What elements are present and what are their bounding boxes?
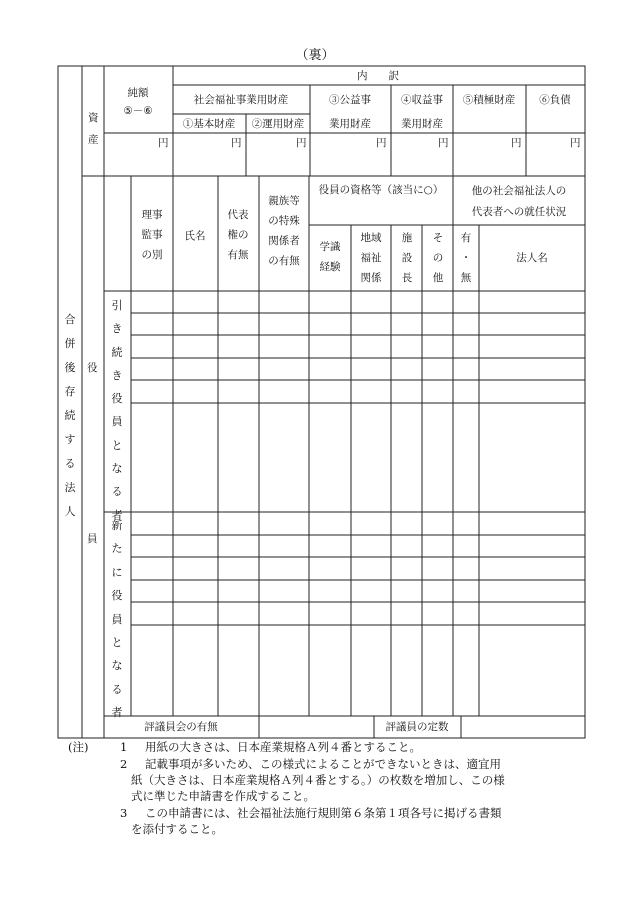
basic-property-label: ①基本財産 bbox=[182, 118, 236, 130]
relation-header-1: 親族等 bbox=[268, 195, 300, 207]
new-officers-label: 新たに役員となる者 bbox=[111, 519, 123, 720]
role-header-1: 理事 bbox=[141, 209, 163, 221]
welfare-property-label: 社会福祉事業用財産 bbox=[193, 94, 289, 106]
yes-no-header-3: 無 bbox=[460, 272, 472, 284]
profit-property-label-2: 業用財産 bbox=[401, 118, 443, 130]
note-text: 記載事項が多いため、この様式によることができないときは、適宜用 bbox=[145, 757, 502, 771]
rep-header-3: 有無 bbox=[227, 249, 249, 261]
net-formula: ⑤－⑥ bbox=[123, 105, 153, 117]
officers-label-2: 員 bbox=[87, 533, 98, 545]
name-header: 氏名 bbox=[184, 230, 206, 242]
rep-header-1: 代表 bbox=[227, 209, 249, 221]
note-number: 1 bbox=[120, 740, 128, 754]
note-text: 用紙の大きさは、日本産業規格Ａ列４番とすること。 bbox=[145, 740, 421, 754]
note-text: この申請書には、社会福祉法施行規則第６条第１項各号に掲げる書類 bbox=[145, 806, 502, 820]
qual-community-1: 地域 bbox=[360, 232, 382, 244]
role-header-2: 監事 bbox=[141, 229, 163, 241]
qual-academic-2: 経験 bbox=[319, 261, 341, 273]
relation-header-3: 関係者 bbox=[268, 235, 300, 247]
qual-facility-3: 長 bbox=[401, 272, 413, 284]
qual-academic-1: 学識 bbox=[319, 241, 341, 253]
profit-property-label-1: ④収益事 bbox=[401, 94, 443, 106]
operating-property-label: ②運用財産 bbox=[251, 118, 305, 130]
note-text: 式に準じた申請書を作成すること。 bbox=[131, 789, 315, 803]
yes-no-header-1: 有 bbox=[460, 232, 472, 244]
assets-label: 資産 bbox=[88, 112, 99, 146]
net-amount-label: 純額 bbox=[127, 87, 149, 99]
yes-no-header-2: ・ bbox=[460, 252, 472, 264]
liabilities-label: ⑥負債 bbox=[539, 94, 571, 106]
unit-yen: 円 bbox=[231, 137, 242, 149]
unit-yen: 円 bbox=[511, 137, 522, 149]
reserve-property-label: ⑤積極財産 bbox=[462, 94, 516, 106]
public-property-label-1: ③公益事 bbox=[329, 94, 371, 106]
corp-name-header: 法人名 bbox=[516, 252, 548, 264]
qual-community-3: 関係 bbox=[360, 272, 382, 284]
qualification-header: 役員の資格等（該当に○） bbox=[318, 184, 444, 196]
relation-header-2: の特殊 bbox=[268, 215, 300, 227]
breakdown-label: 内 訳 bbox=[357, 70, 399, 82]
page-title: （裏） bbox=[295, 48, 335, 63]
note-text: 紙（大きさは、日本産業規格Ａ列４番とする。）の枚数を増加し、この様 bbox=[131, 773, 505, 787]
qual-other-3: 他 bbox=[432, 272, 444, 284]
note-text: を添付すること。 bbox=[131, 822, 223, 836]
role-header-3: の別 bbox=[141, 249, 163, 261]
qual-other-1: そ bbox=[432, 232, 444, 244]
qual-facility-1: 施 bbox=[401, 232, 413, 244]
unit-yen: 円 bbox=[296, 137, 307, 149]
unit-yen: 円 bbox=[158, 137, 169, 149]
other-corp-header-2: 代表者への就任状況 bbox=[471, 206, 567, 218]
qual-other-2: の bbox=[432, 252, 444, 264]
notes-label: (注) bbox=[68, 740, 89, 754]
continuing-officers-label: 引き続き役員となる者 bbox=[111, 299, 123, 522]
council-exists-label: 評議員会の有無 bbox=[144, 721, 218, 733]
unit-yen: 円 bbox=[570, 137, 581, 149]
unit-yen: 円 bbox=[438, 137, 449, 149]
council-quota-label: 評議員の定数 bbox=[385, 721, 449, 733]
qual-community-2: 福祉 bbox=[360, 252, 382, 264]
note-number: 2 bbox=[120, 757, 128, 771]
relation-header-4: の有無 bbox=[268, 255, 300, 267]
public-property-label-2: 業用財産 bbox=[329, 118, 371, 130]
note-number: 3 bbox=[120, 806, 128, 820]
rep-header-2: 権の bbox=[227, 229, 249, 241]
surviving-corporation-label: 合併後存続する法人 bbox=[64, 313, 76, 518]
other-corp-header-1: 他の社会福祉法人の bbox=[471, 185, 567, 197]
qual-facility-2: 設 bbox=[401, 252, 413, 264]
officers-label-1: 役 bbox=[87, 362, 98, 374]
unit-yen: 円 bbox=[376, 137, 387, 149]
